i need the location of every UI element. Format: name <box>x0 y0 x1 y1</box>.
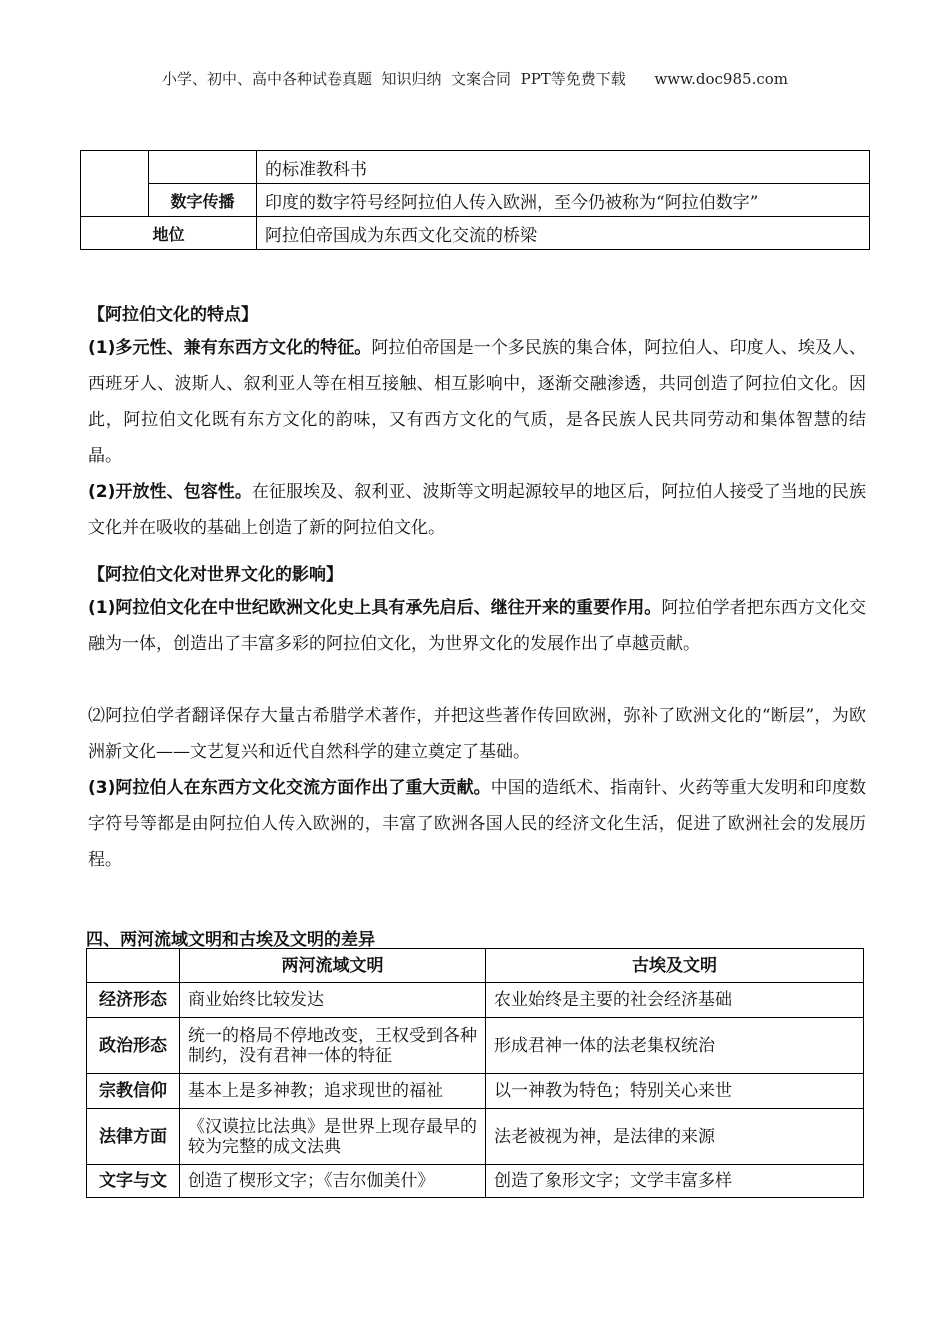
cell-mesopotamia: 创造了楔形文字；《吉尔伽美什》 <box>180 1165 486 1198</box>
row-label: 政治形态 <box>87 1018 180 1074</box>
cell-mesopotamia: 统一的格局不停地改变，王权受到各种制约，没有君神一体的特征 <box>180 1018 486 1074</box>
bold-lead: (1)多元性、兼有东西方文化的特征。 <box>88 338 372 358</box>
paragraph-text: ⑵阿拉伯学者翻译保存大量古希腊学术著作，并把这些著作传回欧洲，弥补了欧洲文化的“断层”，为欧洲新文化——文艺复兴和近代自然科学的建立奠定了基础。 <box>88 706 866 762</box>
cell-egypt: 以一神教为特色；特别关心来世 <box>486 1074 864 1109</box>
bold-lead: (2)开放性、包容性。 <box>88 482 252 502</box>
table-row <box>87 1109 864 1165</box>
cell-egypt: 法老被视为神，是法律的来源 <box>486 1109 864 1165</box>
bold-lead: (3)阿拉伯人在东西方文化交流方面作出了重大贡献。 <box>88 778 491 798</box>
civilization-comparison-table <box>86 948 864 1198</box>
cell-egypt: 形成君神一体的法老集权统治 <box>486 1018 864 1074</box>
table-header-row <box>87 949 864 983</box>
paragraph-feature-2 <box>88 474 866 546</box>
bold-lead: (1)阿拉伯文化在中世纪欧洲文化史上具有承先启后、继往开来的重要作用。 <box>88 598 662 618</box>
paragraph-influence-1 <box>88 590 866 662</box>
table-row <box>81 217 870 250</box>
row-label-digit: 数字传播 <box>149 184 257 217</box>
table-row <box>81 184 870 217</box>
cell-text: 阿拉伯帝国成为东西文化交流的桥梁 <box>257 217 870 250</box>
column-header-egypt: 古埃及文明 <box>486 949 864 983</box>
row-label-status: 地位 <box>81 217 257 250</box>
section-title-civilizations: 四、两河流域文明和古埃及文明的差异 <box>86 930 375 950</box>
paragraph-text: 中国的造纸术、指南针、火药等重大发明和印度数字符号等都是由阿拉伯人传入欧洲的，丰富了欧洲各国人民的经济文化生活，促进了欧洲社会的发展历程。 <box>88 778 867 870</box>
column-header-mesopotamia: 两河流域文明 <box>180 949 486 983</box>
row-label: 宗教信仰 <box>87 1074 180 1109</box>
paragraph-text: 阿拉伯学者把东西方文化交融为一体，创造出了丰富多彩的阿拉伯文化，为世界文化的发展作出了卓越贡献。 <box>88 598 866 654</box>
row-label: 经济形态 <box>87 983 180 1018</box>
paragraph-text: 阿拉伯帝国是一个多民族的集合体，阿拉伯人、印度人、埃及人、西班牙人、波斯人、叙利亚人等在相互接触、相互影响中，逐渐交融渗透，共同创造了阿拉伯文化。因此，阿拉伯文化既有东方文化的韵味，又有西方文化的气质，是各民族人民共同劳动和集体智慧的结晶。 <box>88 338 866 466</box>
empty-header-cell <box>87 949 180 983</box>
paragraph-influence-2 <box>88 698 866 770</box>
cell-mesopotamia: 基本上是多神教；追求现世的福祉 <box>180 1074 486 1109</box>
section-title-features: 【阿拉伯文化的特点】 <box>88 305 258 325</box>
empty-cell <box>149 151 257 184</box>
merged-cell <box>81 151 149 217</box>
row-label: 法律方面 <box>87 1109 180 1165</box>
paragraph-influence-3 <box>88 770 866 878</box>
table-row <box>87 1074 864 1109</box>
arab-culture-table-continued <box>80 150 870 250</box>
section-title-influence: 【阿拉伯文化对世界文化的影响】 <box>88 565 343 585</box>
cell-mesopotamia: 商业始终比较发达 <box>180 983 486 1018</box>
table-row <box>81 151 870 184</box>
cell-egypt: 创造了象形文字；文学丰富多样 <box>486 1165 864 1198</box>
cell-text: 的标准教科书 <box>257 151 870 184</box>
cell-egypt: 农业始终是主要的社会经济基础 <box>486 983 864 1018</box>
table-row <box>87 983 864 1018</box>
row-label: 文字与文 <box>87 1165 180 1198</box>
paragraph-text: 在征服埃及、叙利亚、波斯等文明起源较早的地区后，阿拉伯人接受了当地的民族文化并在吸收的基础上创造了新的阿拉伯文化。 <box>88 482 866 538</box>
paragraph-feature-1 <box>88 330 866 474</box>
cell-mesopotamia: 《汉谟拉比法典》是世界上现存最早的较为完整的成文法典 <box>180 1109 486 1165</box>
cell-text: 印度的数字符号经阿拉伯人传入欧洲，至今仍被称为“阿拉伯数字” <box>257 184 870 217</box>
page-header: 小学、初中、高中各种试卷真题 知识归纳 文案合同 PPT等免费下载 www.doc985.com <box>161 70 788 88</box>
table-row <box>87 1018 864 1074</box>
table-row <box>87 1165 864 1198</box>
